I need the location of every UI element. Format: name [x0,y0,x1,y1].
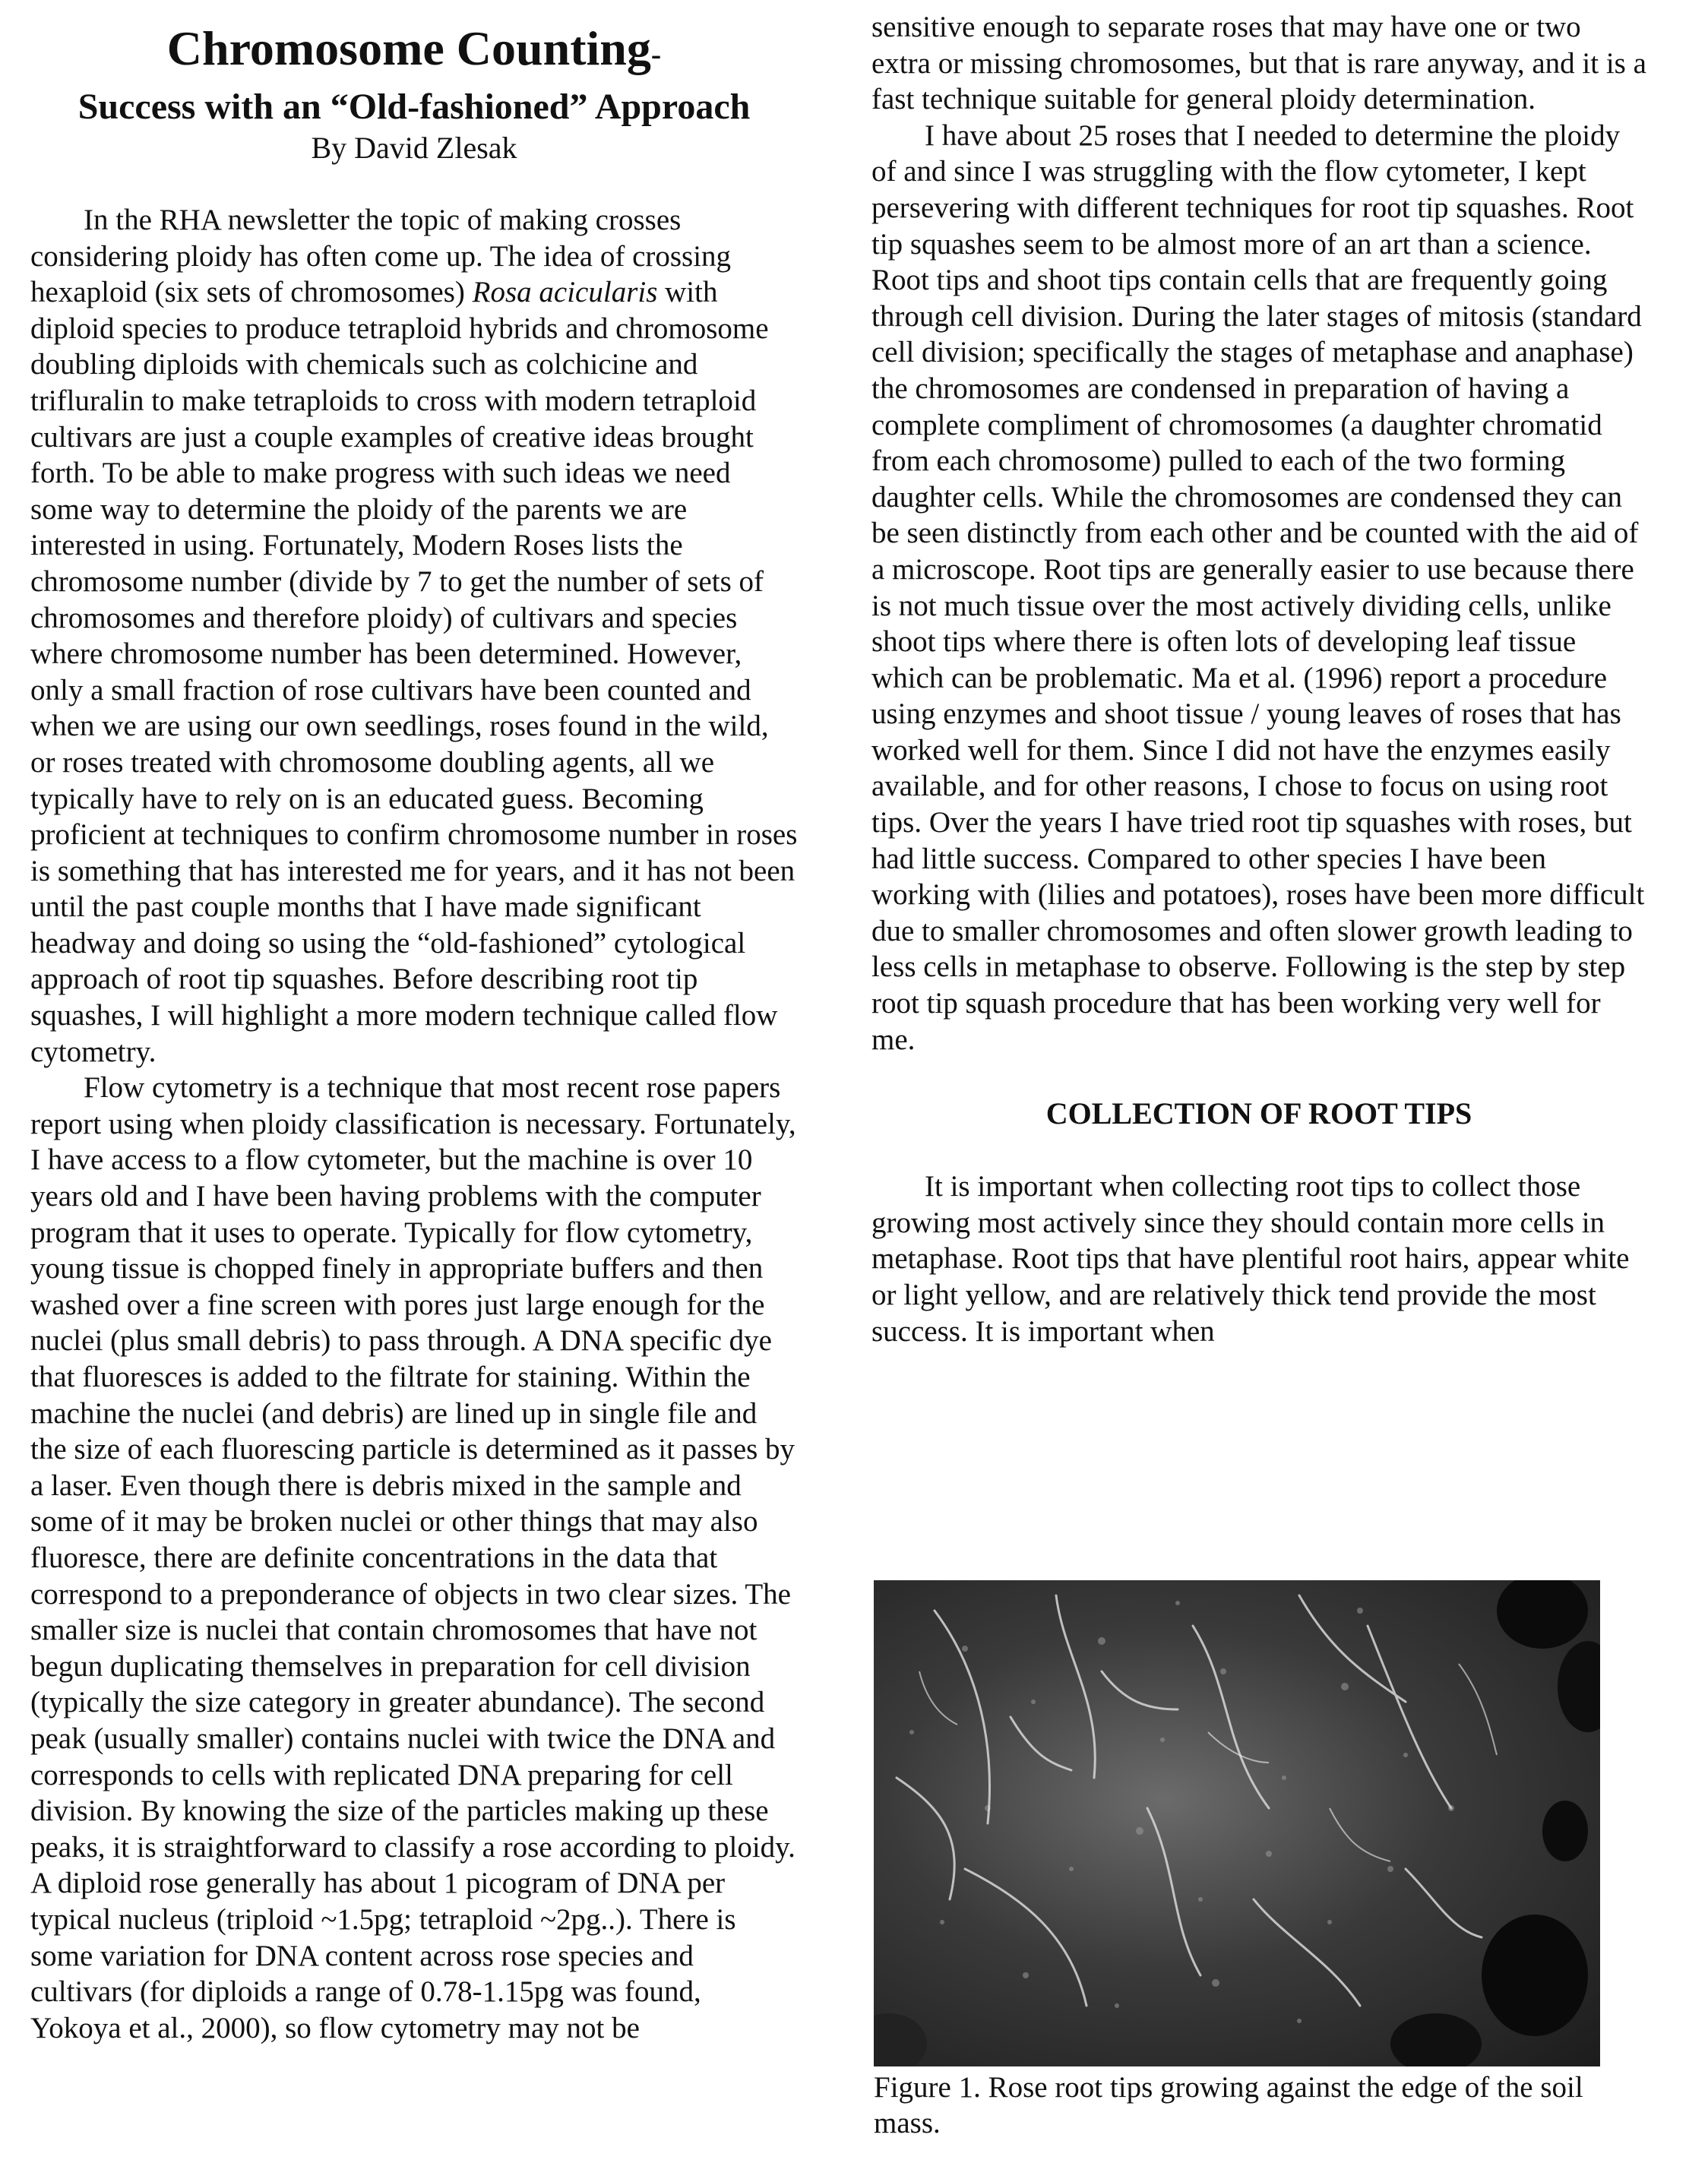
paragraph-flow-cytometry: Flow cytometry is a technique that most recent rose papers report using when ploidy classification is necessary. Fortunately, I have access to a flow cytometer, but the machine is over 10 years old and I have been having problems with the computer program that it uses to operate. Typically for flow cytometry, young tissue is chopped finely in appropriate buffers and then washed over a fine screen with pores just large enough for the nuclei (plus small debris) to pass through. A DNA specific dye that fluoresces is added to the filtrate for staining. Within the machine the nuclei (and debris) are lined up in single file and the size of each fluorescing particle is determined as it passes by a laser. Even though there is debris mixed in the sample and some of it may be broken nuclei or other things that may also fluoresce, there are definite concentrations in the data that correspond to a preponderance of objects in two clear sizes. The smaller size is nuclei that contain chromosomes that have not begun duplicating themselves in preparation for cell division (typically the size category in greater abundance). The second peak (usually smaller) contains nuclei with twice the DNA and corresponds to cells with replicated DNA preparing for cell division. By knowing the size of the particles making up these peaks, it is straightforward to classify a rose according to ploidy. A diploid rose generally has about 1 picogram of DNA per typical nucleus (triploid ~1.5pg; tetraploid ~2pg..). There is some variation for DNA content across rose species and cultivars (for diploids a range of 0.78-1.15pg was found, Yokoya et al., 2000), so flow cytometry may not be [30,1071,796,2044]
article-byline: By David Zlesak [311,131,517,165]
left-column [30,0,798,2046]
left-body-text [30,202,798,2046]
root-tips-photo-graphic [874,1580,1600,2066]
article-title: Chromosome Counting- [166,21,662,75]
section-heading-collection: COLLECTION OF ROOT TIPS [1045,1096,1472,1131]
paragraph-continued: sensitive enough to separate roses that may have one or two extra or missing chromosomes, but that is rare anyway, and it is a fast technique suitable for general ploidy determination. [871,11,1646,116]
species-name: Rosa acicularis [472,276,658,309]
paragraph-intro: In the RHA newsletter the topic of making crosses considering ploidy has often come up. The idea of crossing hexaploid (six sets of chromosomes) Rosa acicularis with diploid species to produce tetraploid hybrids and chromosome doubling diploids with chemicals such as colchicine and trifluralin to make tetraploids to cross with modern tetraploid cultivars are just a couple examples of creative ideas brought forth. To be able to make progress with such ideas we need some way to determine the ploidy of the parents we are interested in using. Fortunately, Modern Roses lists the chromosome number (divide by 7 to get the number of sets of chromosomes and therefore ploidy) of cultivars and species where chromosome number has been determined. However, only a small fraction of rose cultivars have been counted and when we are using our own seedlings, roses found in the wild, or roses treated with chromosome doubling agents, all we typically have to rely on is an educated guess. Becoming proficient at techniques to confirm chromosome number in roses is something that has interested me for years, and it has not been until the past couple months that I have made significant headway and doing so using the “old-fashioned” cytological approach of root tip squashes. Before describing root tip squashes, I will highlight a more modern technique called flow cytometry. [30,204,798,1068]
title-dash: - [650,37,662,71]
figure-caption: Figure 1. Rose root tips growing against the edge of the soil mass. [874,2071,1583,2139]
right-body-text [871,9,1646,1349]
paragraph-collection: It is important when collecting root tips to collect those growing most actively since they should contain more cells in metaphase. Root tips that have plentiful root hairs, appear white or light yellow, and are relatively thick tend provide the most success. It is important when [871,1170,1630,1348]
figure-root-tips-photo [874,1580,1600,2066]
paragraph-root-tip-squashes: I have about 25 roses that I needed to determine the ploidy of and since I was struggling with the flow cytometer, I kept persevering with different techniques for root tip squashes. Root tip squashes seem to be almost more of an art than a science. Root tips and shoot tips contain cells that are frequently going through cell division. During the later stages of mitosis (standard cell division; specifically the stages of metaphase and anaphase) the chromosomes are condensed in preparation of having a complete compliment of chromosomes (a daughter chromatid from each chromosome) pulled to each of the two forming daughter cells. While the chromosomes are condensed they can be seen distinctly from each other and be counted with the aid of a microscope. Root tips are generally easier to use because there is not much tissue over the most actively dividing cells, unlike shoot tips where there is often lots of developing leaf tissue which can be problematic. Ma et al. (1996) report a procedure using enzymes and shoot tissue / young leaves of roses that has worked well for them. Since I did not have the enzymes easily available, and for other reasons, I chose to focus on using root tips. Over the years I have tried root tip squashes with roses, but had little success. Compared to other species I have been working with (lilies and potatoes), roses have been more difficult due to smaller chromosomes and often slower growth leading to less cells in metaphase to observe. Following is the step by step root tip squash procedure that has been working very well for me. [871,119,1645,1056]
article-header [30,21,798,167]
right-column [871,0,1646,1349]
article-subtitle: Success with an “Old-fashioned” Approach [77,87,751,127]
